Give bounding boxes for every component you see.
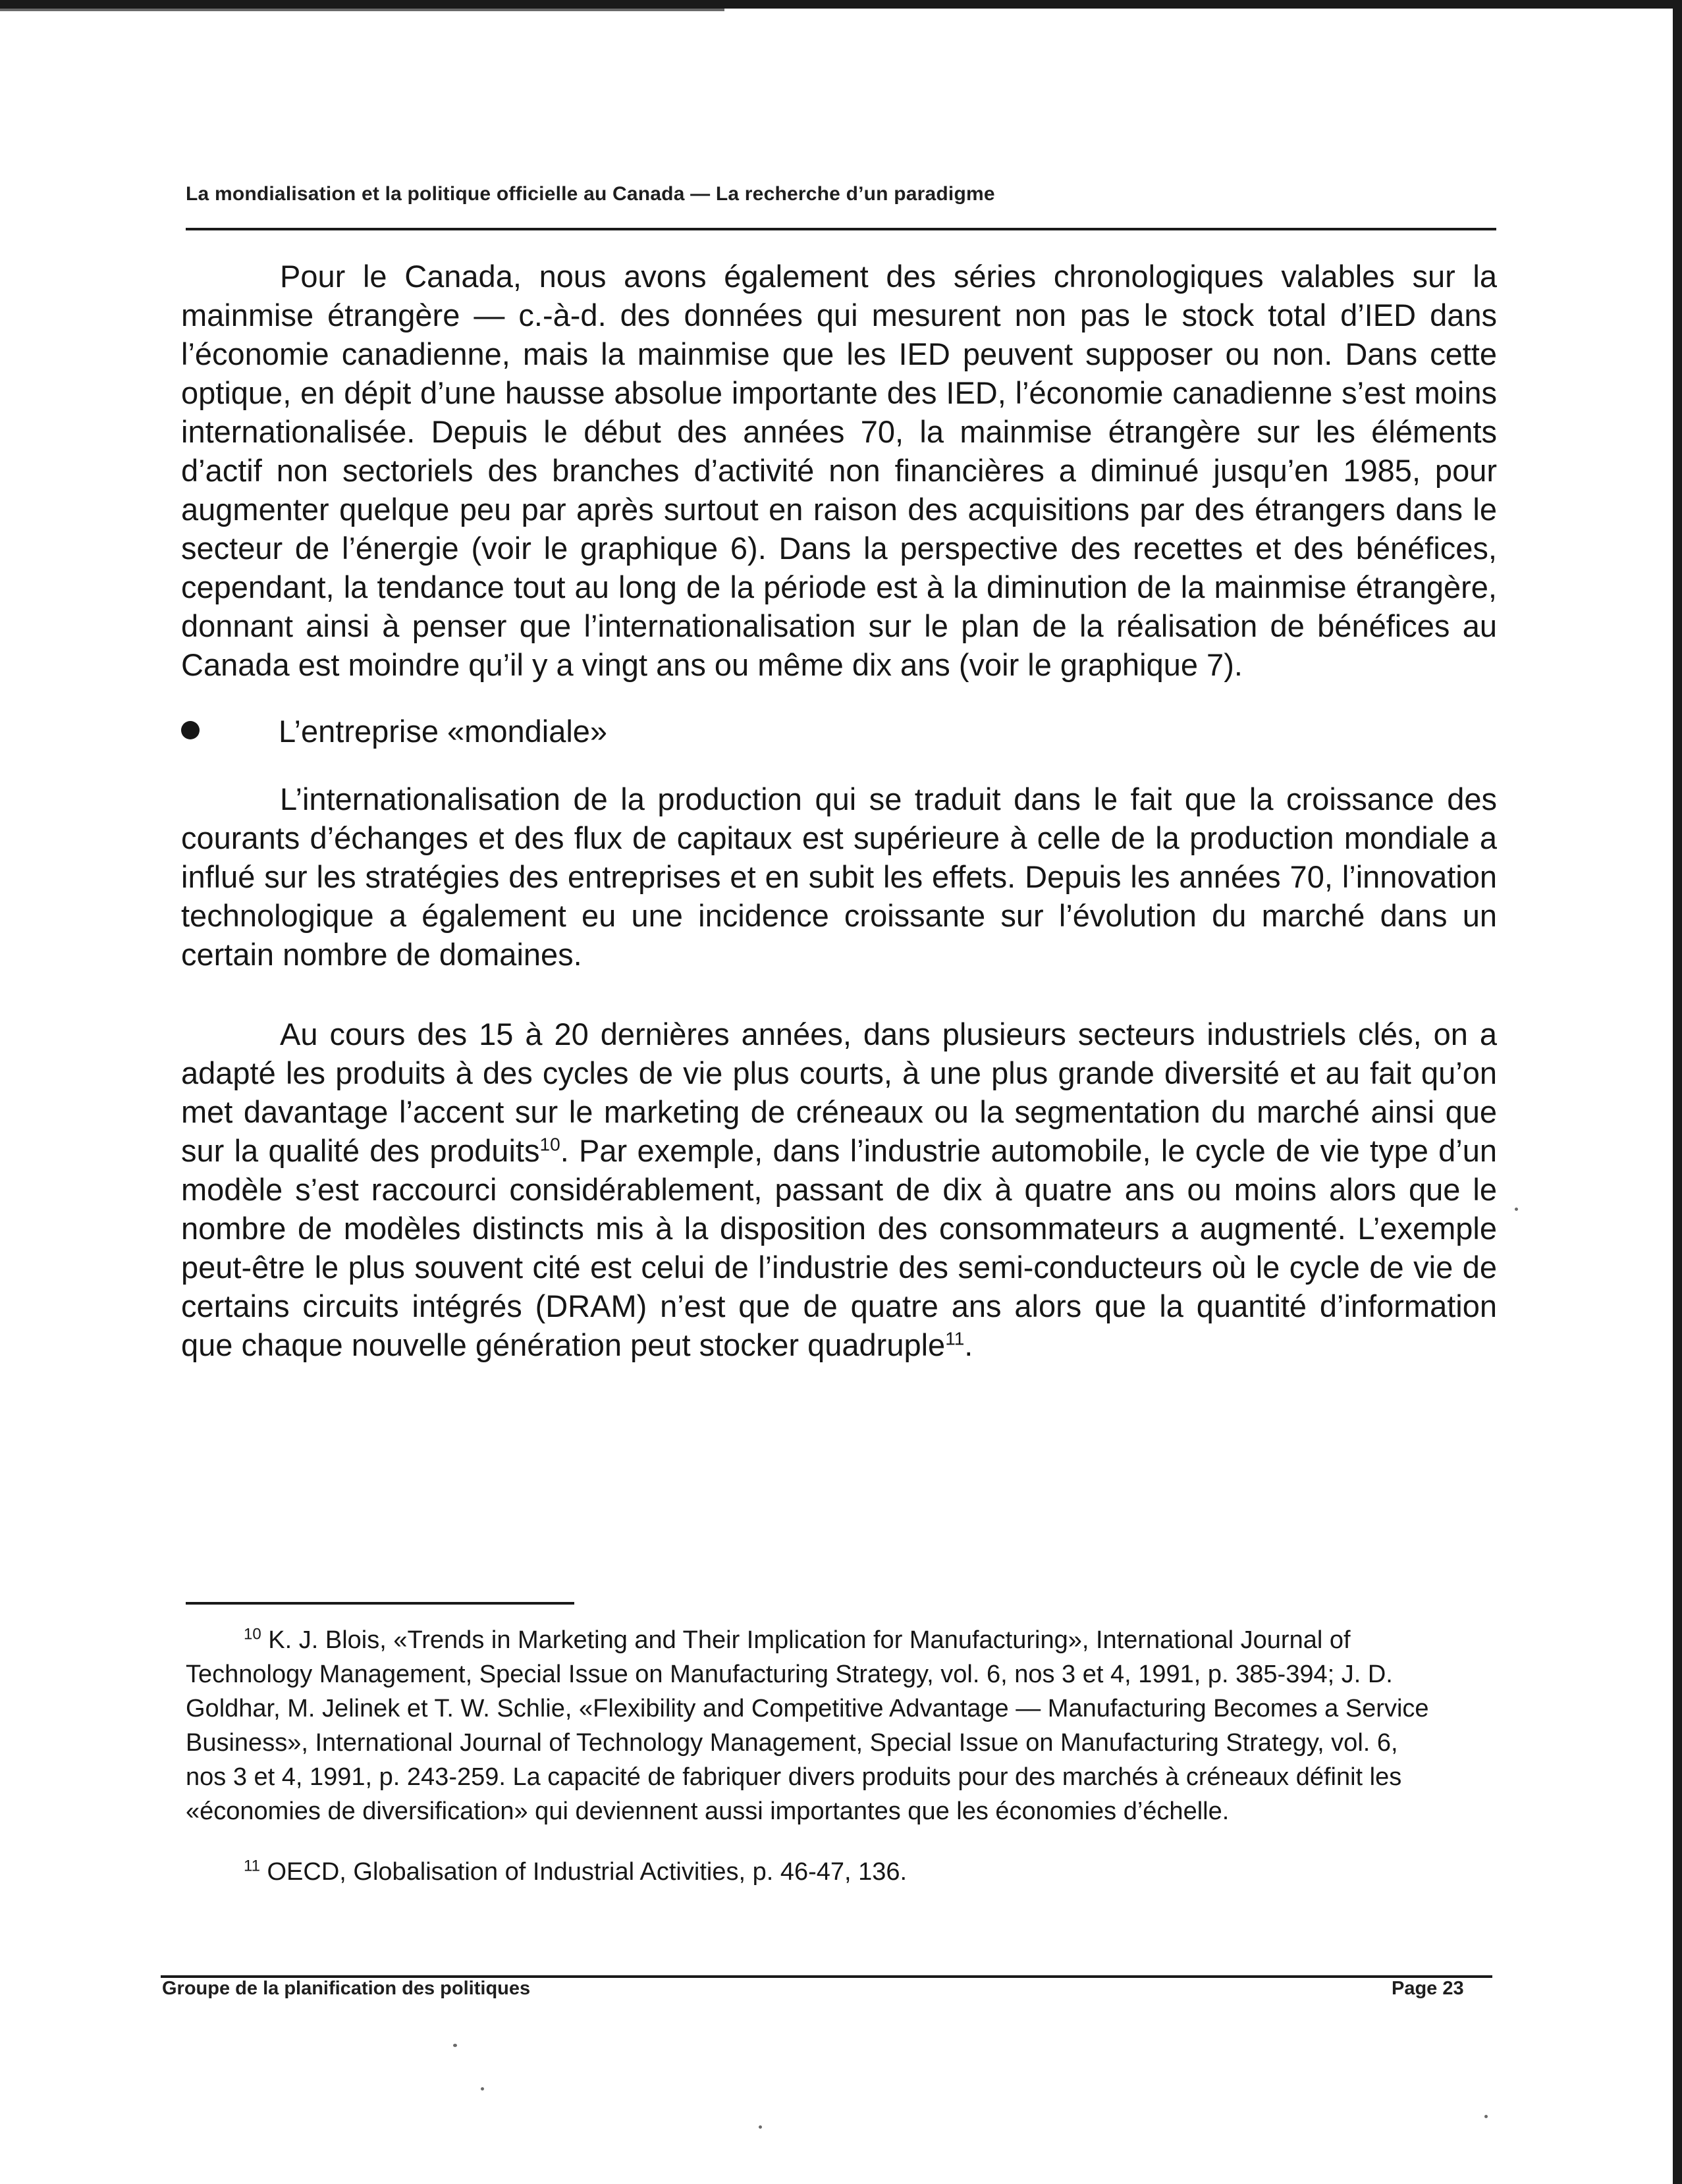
footnote-rule <box>186 1602 574 1605</box>
paragraph-foreign-control: Pour le Canada, nous avons également des séries chronologiques valables sur la mainmise étrangère — c.-à-d. des données qui mesurent non pas le stock total d’IED dans l’économie canadienne, mais la mainmise que les IED peuvent supposer ou non. Dans cette optique, en dépit d’une hausse absolue importante des IED, l’économie canadienne s’est moins internationalisée. Depuis le début des années 70, la mainmise étrangère sur les éléments d’actif non sectoriels des branches d’activité non financières a diminué jusqu’en 1985, pour augmenter quelque peu par après surtout en raison des acquisitions par des étrangers dans le secteur de l’énergie (voir le graphique 6). Dans la perspective des recettes et des bénéfices, cependant, la tendance tout au long de la période est à la diminution de la mainmise étrangère, donnant ainsi à penser que l’internationalisation sur le plan de la réalisation de bénéfices au Canada est moindre qu’il y a vingt ans ou même dix ans (voir le graphique 7). <box>181 259 1497 682</box>
footnote-text-11: OECD, Globalisation of Industrial Activities, p. 46-47, 136. <box>267 1858 908 1886</box>
paragraph-internationalisation: L’internationalisation de la production qui se traduit dans le fait que la croissance des courants d’échanges et des flux de capitaux est supérieure à celle de la production mondiale a influé sur les stratégies des entreprises et en subit les effets. Depuis les années 70, l’innovation technologique a également eu une incidence croissante sur l’évolution du marché dans un certain nombre de domaines. <box>181 782 1497 972</box>
section-heading <box>181 712 1497 751</box>
footnote-10 <box>186 1623 1437 1828</box>
paragraph-product-cycles-continued: . Par exemple, dans l’industrie automobile, le cycle de vie type d’un modèle s’est raccourci considérablement, passant de dix à quatre ans ou moins alors que le nombre de modèles distincts mis à la disposition des consommateurs a augmenté. L’exemple peut-être le plus souvent cité est celui de l’industrie des semi-conducteurs où le cycle de vie de certains circuits intégrés (DRAM) n’est que de quatre ans alors que la quantité d’information que chaque nouvelle génération peut stocker quadruple <box>181 1133 1498 1362</box>
footnote-ref-11: 11 <box>945 1328 965 1349</box>
running-header: La mondialisation et la politique officielle au Canada — La recherche d’un paradigme <box>186 183 995 205</box>
scan-top-border <box>0 0 1682 9</box>
scan-speck <box>481 2087 484 2091</box>
footnote-number-10: 10 <box>244 1625 261 1643</box>
bullet-icon <box>181 721 200 739</box>
section-heading-text: L’entreprise «mondiale» <box>279 714 608 749</box>
scan-top-border-thin <box>0 9 724 11</box>
paragraph-product-cycles-end: . <box>964 1327 973 1362</box>
scan-speck <box>453 2044 457 2047</box>
scan-speck <box>1515 1208 1518 1211</box>
paragraph-product-cycles-text: Au cours des 15 à 20 dernières années, dans plusieurs secteurs industriels clés, on a adapté les produits à des cycles de vie plus courts, à une plus grande diversité et au fait qu’on met davantage l’accent sur le marketing de créneaux ou la segmentation du marché ainsi que sur la qualité des produits <box>181 1017 1497 1168</box>
footnote-11 <box>186 1855 1437 1889</box>
scan-right-border <box>1673 0 1682 2184</box>
footnote-number-11: 11 <box>244 1857 260 1875</box>
scan-speck <box>1484 2115 1488 2118</box>
header-rule <box>186 228 1496 230</box>
footnotes <box>186 1623 1437 1889</box>
scan-speck <box>759 2125 762 2129</box>
footer-organization: Groupe de la planification des politiques <box>162 1978 531 1999</box>
page-number: Page 23 <box>1392 1978 1464 1999</box>
paragraph-product-cycles <box>181 1015 1497 1364</box>
footnote-ref-10: 10 <box>539 1134 560 1155</box>
page-body <box>181 257 1497 1364</box>
footnote-text-10: K. J. Blois, «Trends in Marketing and Their Implication for Manufacturing», International Journal of Technology Management, Special Issue on Manufacturing Strategy, vol. 6, nos 3 et 4, 1991, p. 385-394; J. D. Goldhar, M. Jelinek et T. W. Schlie, «Flexibility and Competitive Advantage — Manufacturing Becomes a Service Business», International Journal of Technology Management, Special Issue on Manufacturing Strategy, vol. 6, nos 3 et 4, 1991, p. 243-259. La capacité de fabriquer divers produits pour des marchés à créneaux définit les «économies de diversification» qui deviennent aussi importantes que les économies d’échelle. <box>186 1626 1429 1825</box>
